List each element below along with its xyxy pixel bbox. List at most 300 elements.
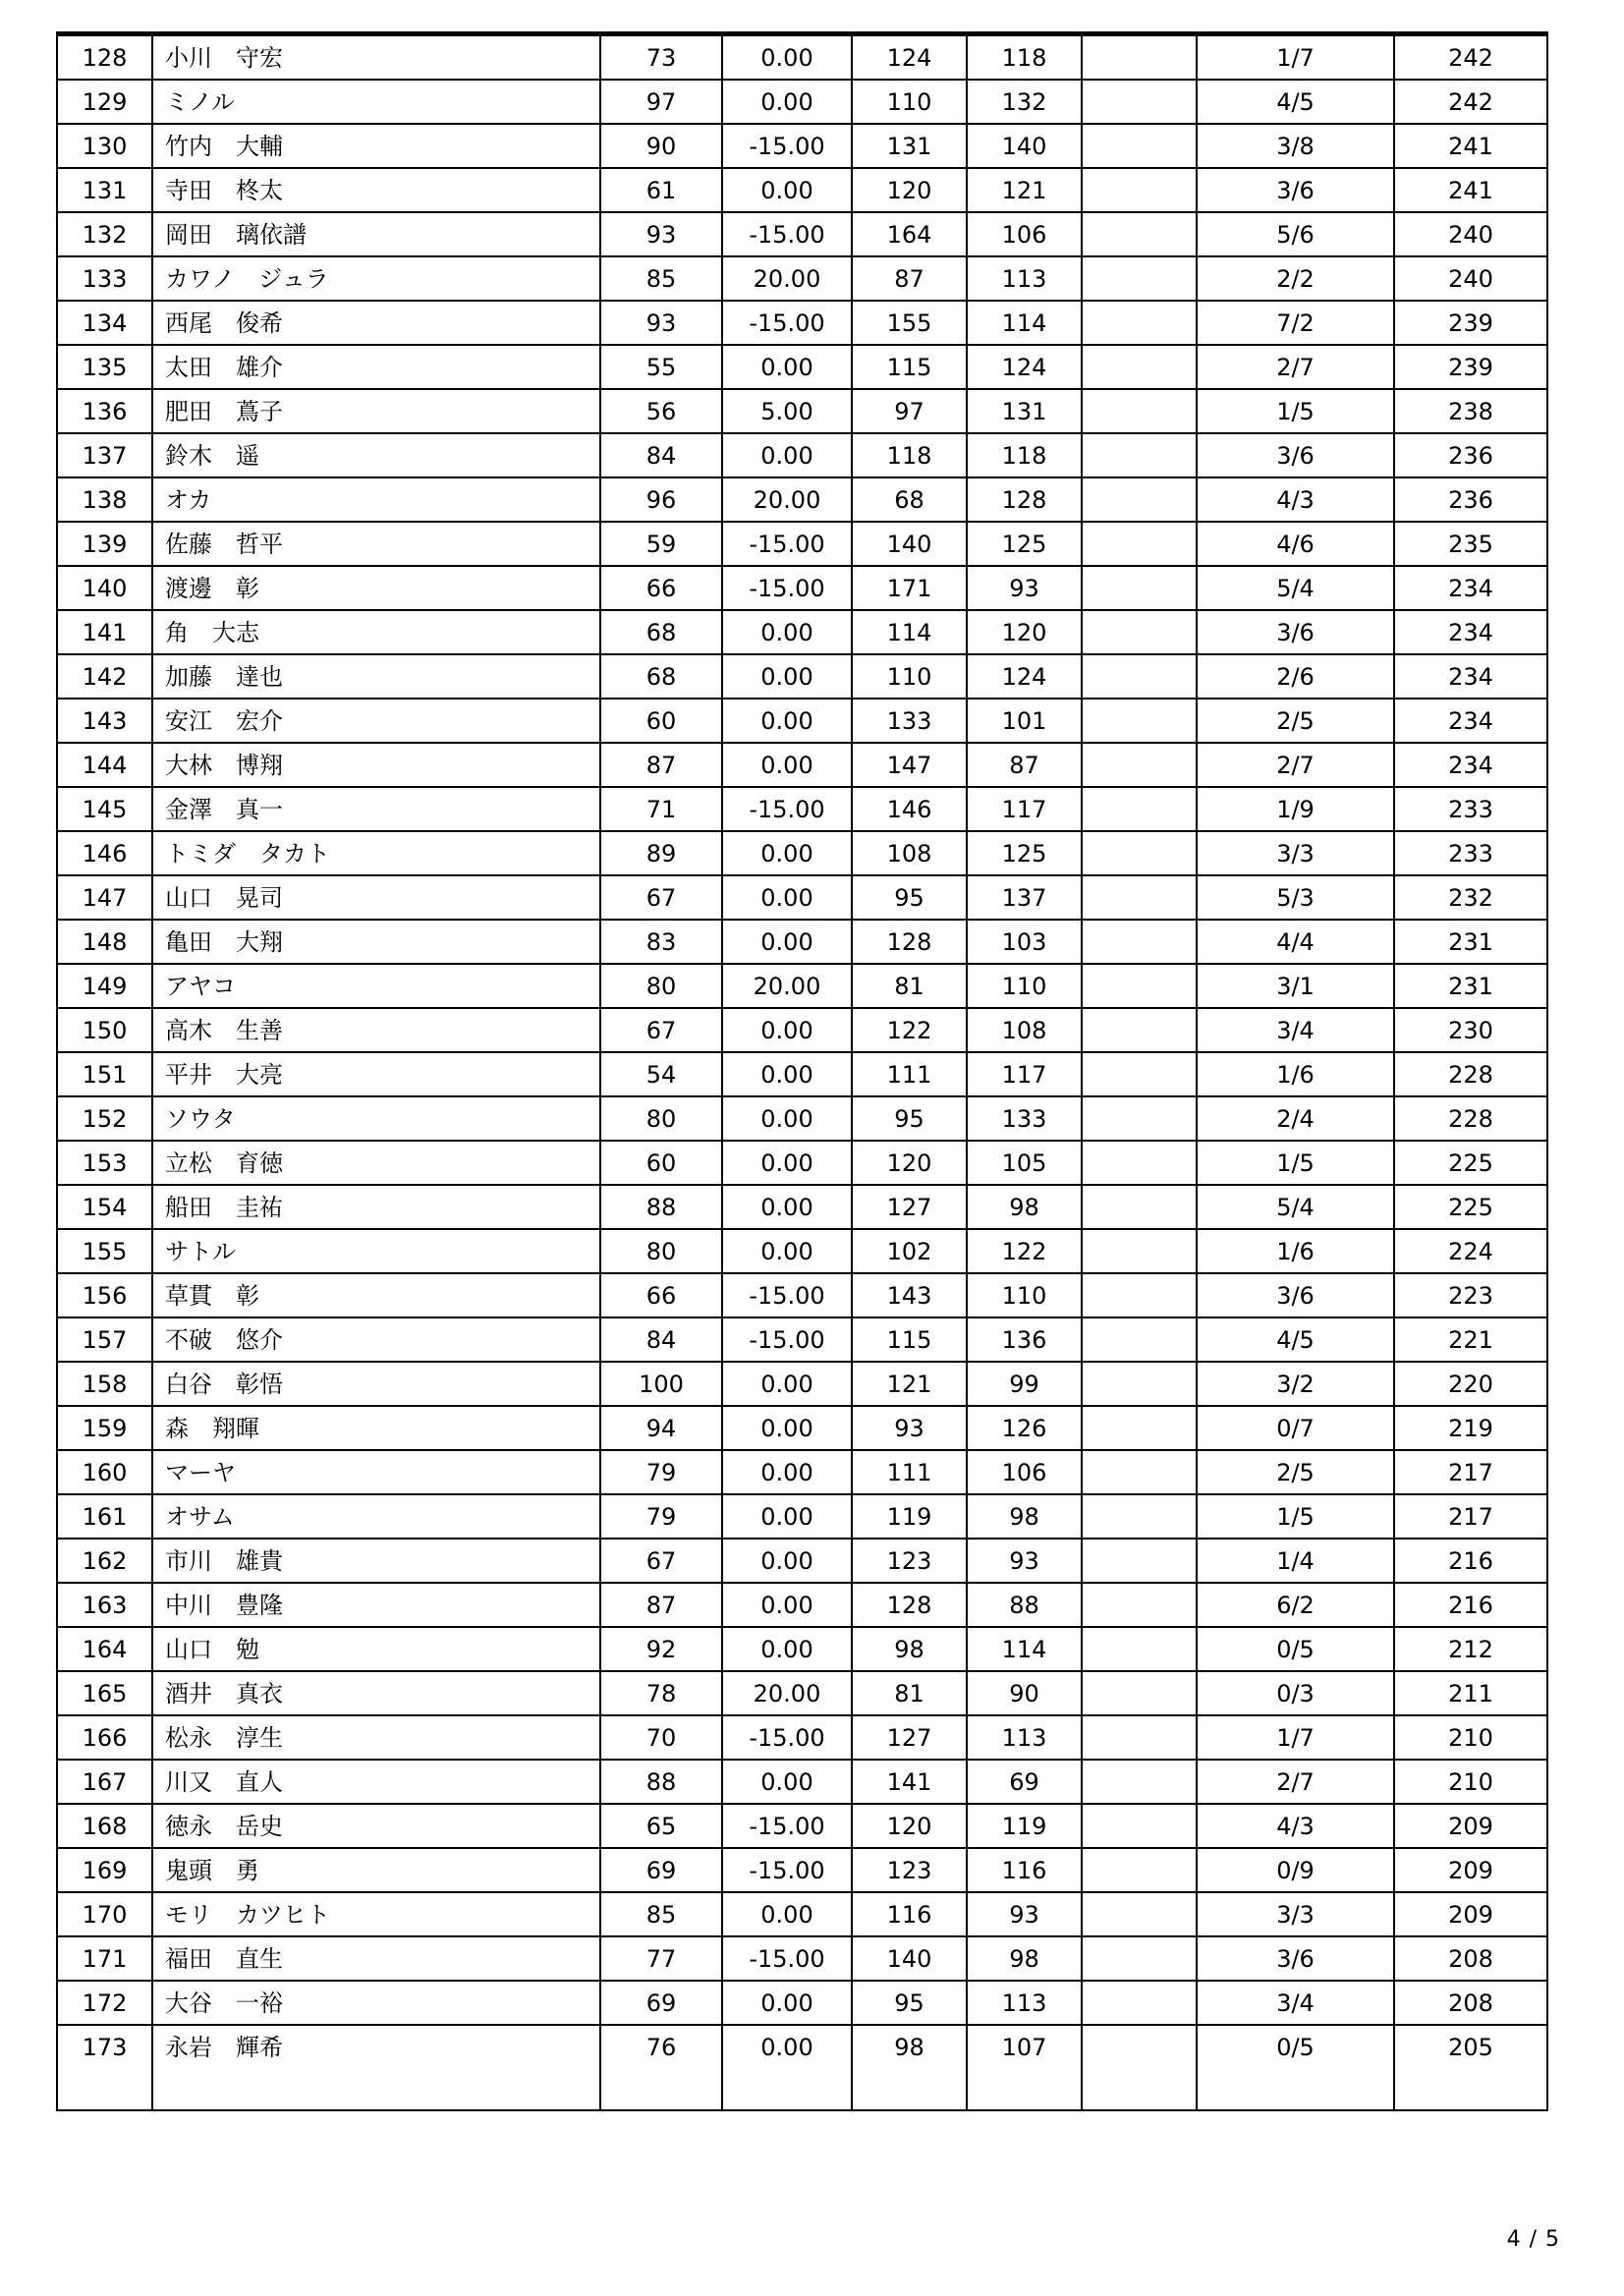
value-cell: 95 (852, 1981, 967, 2025)
blank-cell (1082, 920, 1197, 964)
rank-cell: 169 (57, 1848, 152, 1892)
rank-cell: 142 (57, 654, 152, 699)
ratio-cell: 4/3 (1197, 1804, 1394, 1848)
value-cell: 107 (967, 2025, 1082, 2068)
total-cell: 209 (1394, 1804, 1547, 1848)
name-cell: 大谷 一裕 (152, 1981, 600, 2025)
total-cell: 240 (1394, 256, 1547, 301)
value-cell: 85 (600, 256, 722, 301)
adjust-cell: 0.00 (722, 1627, 852, 1671)
ratio-cell: 3/6 (1197, 433, 1394, 477)
ratio-cell: 6/2 (1197, 1583, 1394, 1627)
value-cell: 70 (600, 1715, 722, 1760)
total-cell: 216 (1394, 1583, 1547, 1627)
value-cell: 79 (600, 1494, 722, 1539)
value-cell: 89 (600, 831, 722, 875)
total-cell: 233 (1394, 831, 1547, 875)
name-cell: 酒井 真衣 (152, 1671, 600, 1715)
table-row (57, 964, 1547, 1008)
value-cell: 93 (967, 1892, 1082, 1936)
blank-cell (1082, 1627, 1197, 1671)
ratio-cell: 1/4 (1197, 1539, 1394, 1583)
ratio-cell: 5/4 (1197, 1185, 1394, 1229)
rank-cell: 154 (57, 1185, 152, 1229)
blank-cell (1082, 1317, 1197, 1362)
adjust-cell: 0.00 (722, 80, 852, 124)
empty-cell (1197, 2068, 1394, 2110)
adjust-cell: 0.00 (722, 433, 852, 477)
rank-cell: 171 (57, 1936, 152, 1981)
name-cell: 徳永 岳史 (152, 1804, 600, 1848)
rank-cell: 152 (57, 1096, 152, 1141)
rank-cell: 150 (57, 1008, 152, 1052)
ratio-cell: 1/9 (1197, 787, 1394, 831)
total-cell: 230 (1394, 1008, 1547, 1052)
name-cell: 立松 育徳 (152, 1141, 600, 1185)
table-row (57, 1804, 1547, 1848)
name-cell: 角 大志 (152, 610, 600, 654)
name-cell: 佐藤 哲平 (152, 522, 600, 566)
adjust-cell: -15.00 (722, 566, 852, 610)
blank-cell (1082, 1008, 1197, 1052)
value-cell: 118 (967, 34, 1082, 81)
empty-cell (57, 2068, 152, 2110)
rank-cell: 147 (57, 875, 152, 920)
table-row (57, 80, 1547, 124)
table-row (57, 1362, 1547, 1406)
blank-cell (1082, 566, 1197, 610)
value-cell: 110 (852, 654, 967, 699)
value-cell: 59 (600, 522, 722, 566)
value-cell: 140 (852, 522, 967, 566)
ratio-cell: 3/2 (1197, 1362, 1394, 1406)
total-cell: 212 (1394, 1627, 1547, 1671)
name-cell: 平井 大亮 (152, 1052, 600, 1096)
adjust-cell: 0.00 (722, 1406, 852, 1450)
ratio-cell: 3/4 (1197, 1008, 1394, 1052)
blank-cell (1082, 1494, 1197, 1539)
table-row (57, 1052, 1547, 1096)
value-cell: 108 (852, 831, 967, 875)
table-row (57, 1317, 1547, 1362)
ratio-cell: 1/5 (1197, 1141, 1394, 1185)
value-cell: 95 (852, 1096, 967, 1141)
name-cell: オカ (152, 477, 600, 522)
value-cell: 155 (852, 301, 967, 345)
name-cell: 金澤 真一 (152, 787, 600, 831)
value-cell: 98 (967, 1494, 1082, 1539)
value-cell: 128 (967, 477, 1082, 522)
value-cell: 103 (967, 920, 1082, 964)
adjust-cell: 5.00 (722, 389, 852, 433)
adjust-cell: 0.00 (722, 1892, 852, 1936)
name-cell: 市川 雄貴 (152, 1539, 600, 1583)
name-cell: 亀田 大翔 (152, 920, 600, 964)
table-row (57, 389, 1547, 433)
value-cell: 80 (600, 964, 722, 1008)
value-cell: 88 (600, 1185, 722, 1229)
value-cell: 68 (852, 477, 967, 522)
value-cell: 85 (600, 1892, 722, 1936)
blank-cell (1082, 1892, 1197, 1936)
total-cell: 236 (1394, 477, 1547, 522)
value-cell: 124 (967, 654, 1082, 699)
value-cell: 77 (600, 1936, 722, 1981)
name-cell: 山口 勉 (152, 1627, 600, 1671)
ratio-cell: 1/7 (1197, 1715, 1394, 1760)
table-row (57, 1008, 1547, 1052)
blank-cell (1082, 212, 1197, 256)
value-cell: 61 (600, 168, 722, 212)
table-row (57, 477, 1547, 522)
ratio-cell: 4/5 (1197, 80, 1394, 124)
value-cell: 67 (600, 1539, 722, 1583)
table-row (57, 1273, 1547, 1317)
rank-cell: 156 (57, 1273, 152, 1317)
rank-cell: 170 (57, 1892, 152, 1936)
table-row (57, 1671, 1547, 1715)
ratio-cell: 3/1 (1197, 964, 1394, 1008)
total-cell: 234 (1394, 743, 1547, 787)
rank-cell: 167 (57, 1760, 152, 1804)
total-cell: 239 (1394, 301, 1547, 345)
rank-cell: 131 (57, 168, 152, 212)
value-cell: 147 (852, 743, 967, 787)
adjust-cell: 0.00 (722, 1052, 852, 1096)
blank-cell (1082, 168, 1197, 212)
value-cell: 102 (852, 1229, 967, 1273)
value-cell: 110 (967, 964, 1082, 1008)
empty-cell (722, 2068, 852, 2110)
total-cell: 242 (1394, 80, 1547, 124)
table-row (57, 522, 1547, 566)
table-row (57, 433, 1547, 477)
ratio-cell: 0/9 (1197, 1848, 1394, 1892)
name-cell: 森 翔暉 (152, 1406, 600, 1450)
rank-cell: 172 (57, 1981, 152, 2025)
value-cell: 140 (967, 124, 1082, 168)
table-row (57, 256, 1547, 301)
adjust-cell: 0.00 (722, 920, 852, 964)
value-cell: 128 (852, 920, 967, 964)
total-cell: 228 (1394, 1052, 1547, 1096)
rank-cell: 129 (57, 80, 152, 124)
value-cell: 125 (967, 522, 1082, 566)
value-cell: 98 (967, 1185, 1082, 1229)
blank-cell (1082, 1185, 1197, 1229)
table-row (57, 1627, 1547, 1671)
rank-cell: 153 (57, 1141, 152, 1185)
rank-cell: 173 (57, 2025, 152, 2068)
name-cell: 草貫 彰 (152, 1273, 600, 1317)
value-cell: 69 (600, 1848, 722, 1892)
value-cell: 56 (600, 389, 722, 433)
total-cell: 225 (1394, 1141, 1547, 1185)
adjust-cell: 20.00 (722, 477, 852, 522)
ratio-cell: 5/6 (1197, 212, 1394, 256)
rank-cell: 164 (57, 1627, 152, 1671)
name-cell: 西尾 俊希 (152, 301, 600, 345)
table-row (57, 1185, 1547, 1229)
name-cell: 大林 博翔 (152, 743, 600, 787)
name-cell: 不破 悠介 (152, 1317, 600, 1362)
empty-cell (1394, 2068, 1547, 2110)
results-table-body (57, 34, 1547, 2111)
adjust-cell: 0.00 (722, 1539, 852, 1583)
value-cell: 97 (852, 389, 967, 433)
blank-cell (1082, 1406, 1197, 1450)
value-cell: 96 (600, 477, 722, 522)
value-cell: 88 (967, 1583, 1082, 1627)
total-cell: 234 (1394, 699, 1547, 743)
value-cell: 100 (600, 1362, 722, 1406)
total-cell: 208 (1394, 1981, 1547, 2025)
ratio-cell: 4/5 (1197, 1317, 1394, 1362)
total-cell: 205 (1394, 2025, 1547, 2068)
total-cell: 232 (1394, 875, 1547, 920)
ratio-cell: 4/6 (1197, 522, 1394, 566)
blank-cell (1082, 1273, 1197, 1317)
adjust-cell: 0.00 (722, 654, 852, 699)
value-cell: 95 (852, 875, 967, 920)
value-cell: 140 (852, 1936, 967, 1981)
total-cell: 235 (1394, 522, 1547, 566)
value-cell: 121 (967, 168, 1082, 212)
table-row (57, 1981, 1547, 2025)
ratio-cell: 3/3 (1197, 831, 1394, 875)
name-cell: 竹内 大輔 (152, 124, 600, 168)
ratio-cell: 2/7 (1197, 345, 1394, 389)
table-row (57, 1715, 1547, 1760)
value-cell: 124 (967, 345, 1082, 389)
table-row (57, 920, 1547, 964)
name-cell: 肥田 蔦子 (152, 389, 600, 433)
rank-cell: 168 (57, 1804, 152, 1848)
value-cell: 90 (967, 1671, 1082, 1715)
adjust-cell: 0.00 (722, 831, 852, 875)
value-cell: 171 (852, 566, 967, 610)
name-cell: 寺田 柊太 (152, 168, 600, 212)
name-cell: 鬼頭 勇 (152, 1848, 600, 1892)
value-cell: 87 (967, 743, 1082, 787)
value-cell: 93 (852, 1406, 967, 1450)
value-cell: 119 (852, 1494, 967, 1539)
table-row (57, 1539, 1547, 1583)
ratio-cell: 3/6 (1197, 610, 1394, 654)
table-row (57, 1936, 1547, 1981)
adjust-cell: 0.00 (722, 1760, 852, 1804)
value-cell: 113 (967, 1715, 1082, 1760)
value-cell: 120 (852, 1804, 967, 1848)
value-cell: 84 (600, 433, 722, 477)
name-cell: 鈴木 遥 (152, 433, 600, 477)
blank-cell (1082, 124, 1197, 168)
table-row (57, 2025, 1547, 2068)
blank-cell (1082, 2025, 1197, 2068)
value-cell: 69 (600, 1981, 722, 2025)
adjust-cell: -15.00 (722, 1936, 852, 1981)
value-cell: 113 (967, 256, 1082, 301)
total-cell: 240 (1394, 212, 1547, 256)
value-cell: 97 (600, 80, 722, 124)
value-cell: 81 (852, 964, 967, 1008)
ratio-cell: 0/5 (1197, 2025, 1394, 2068)
name-cell: 加藤 達也 (152, 654, 600, 699)
value-cell: 93 (600, 212, 722, 256)
blank-cell (1082, 477, 1197, 522)
table-row (57, 787, 1547, 831)
rank-cell: 141 (57, 610, 152, 654)
table-row (57, 345, 1547, 389)
blank-cell (1082, 80, 1197, 124)
ratio-cell: 1/5 (1197, 389, 1394, 433)
rank-cell: 166 (57, 1715, 152, 1760)
total-cell: 217 (1394, 1450, 1547, 1494)
adjust-cell: 0.00 (722, 345, 852, 389)
name-cell: 山口 晃司 (152, 875, 600, 920)
rank-cell: 160 (57, 1450, 152, 1494)
total-cell: 217 (1394, 1494, 1547, 1539)
rank-cell: 149 (57, 964, 152, 1008)
name-cell: 永岩 輝希 (152, 2025, 600, 2068)
adjust-cell: -15.00 (722, 301, 852, 345)
rank-cell: 139 (57, 522, 152, 566)
value-cell: 114 (967, 1627, 1082, 1671)
ratio-cell: 0/5 (1197, 1627, 1394, 1671)
rank-cell: 140 (57, 566, 152, 610)
total-cell: 208 (1394, 1936, 1547, 1981)
value-cell: 60 (600, 699, 722, 743)
value-cell: 73 (600, 34, 722, 81)
blank-cell (1082, 1760, 1197, 1804)
blank-cell (1082, 1362, 1197, 1406)
value-cell: 81 (852, 1671, 967, 1715)
value-cell: 106 (967, 1450, 1082, 1494)
value-cell: 93 (600, 301, 722, 345)
value-cell: 66 (600, 566, 722, 610)
rank-cell: 163 (57, 1583, 152, 1627)
rank-cell: 136 (57, 389, 152, 433)
empty-cell (600, 2068, 722, 2110)
name-cell: マーヤ (152, 1450, 600, 1494)
table-row (57, 875, 1547, 920)
value-cell: 94 (600, 1406, 722, 1450)
adjust-cell: -15.00 (722, 124, 852, 168)
value-cell: 114 (852, 610, 967, 654)
adjust-cell: -15.00 (722, 1715, 852, 1760)
table-row (57, 610, 1547, 654)
value-cell: 137 (967, 875, 1082, 920)
rank-cell: 137 (57, 433, 152, 477)
empty-cell (152, 2068, 600, 2110)
value-cell: 65 (600, 1804, 722, 1848)
rank-cell: 165 (57, 1671, 152, 1715)
value-cell: 132 (967, 80, 1082, 124)
ratio-cell: 5/3 (1197, 875, 1394, 920)
table-row (57, 168, 1547, 212)
value-cell: 119 (967, 1804, 1082, 1848)
table-row (57, 1450, 1547, 1494)
table-row (57, 1760, 1547, 1804)
adjust-cell: 0.00 (722, 699, 852, 743)
total-cell: 239 (1394, 345, 1547, 389)
adjust-cell: -15.00 (722, 1273, 852, 1317)
value-cell: 114 (967, 301, 1082, 345)
value-cell: 116 (967, 1848, 1082, 1892)
blank-cell (1082, 1450, 1197, 1494)
ratio-cell: 2/4 (1197, 1096, 1394, 1141)
blank-cell (1082, 1981, 1197, 2025)
name-cell: オサム (152, 1494, 600, 1539)
table-row (57, 566, 1547, 610)
blank-cell (1082, 743, 1197, 787)
rank-cell: 130 (57, 124, 152, 168)
table-row (57, 1848, 1547, 1892)
total-cell: 231 (1394, 920, 1547, 964)
rank-cell: 146 (57, 831, 152, 875)
empty-cell (967, 2068, 1082, 2110)
table-row (57, 1096, 1547, 1141)
adjust-cell: -15.00 (722, 1848, 852, 1892)
value-cell: 80 (600, 1096, 722, 1141)
value-cell: 66 (600, 1273, 722, 1317)
total-cell: 221 (1394, 1317, 1547, 1362)
value-cell: 79 (600, 1450, 722, 1494)
name-cell: サトル (152, 1229, 600, 1273)
adjust-cell: 0.00 (722, 1141, 852, 1185)
name-cell: 渡邊 彰 (152, 566, 600, 610)
total-cell: 210 (1394, 1760, 1547, 1804)
name-cell: 福田 直生 (152, 1936, 600, 1981)
value-cell: 133 (852, 699, 967, 743)
empty-cell (1082, 2068, 1197, 2110)
adjust-cell: 20.00 (722, 964, 852, 1008)
name-cell: 松永 淳生 (152, 1715, 600, 1760)
blank-cell (1082, 1229, 1197, 1273)
blank-cell (1082, 1096, 1197, 1141)
value-cell: 131 (967, 389, 1082, 433)
name-cell: アヤコ (152, 964, 600, 1008)
table-row (57, 743, 1547, 787)
value-cell: 88 (600, 1760, 722, 1804)
total-cell: 241 (1394, 168, 1547, 212)
value-cell: 98 (967, 1936, 1082, 1981)
blank-cell (1082, 654, 1197, 699)
blank-cell (1082, 787, 1197, 831)
rank-cell: 143 (57, 699, 152, 743)
value-cell: 68 (600, 654, 722, 699)
blank-cell (1082, 1715, 1197, 1760)
table-row (57, 34, 1547, 81)
blank-cell (1082, 1804, 1197, 1848)
ratio-cell: 3/6 (1197, 168, 1394, 212)
rank-cell: 155 (57, 1229, 152, 1273)
value-cell: 120 (852, 1141, 967, 1185)
blank-cell (1082, 1052, 1197, 1096)
value-cell: 90 (600, 124, 722, 168)
total-cell: 209 (1394, 1848, 1547, 1892)
rank-cell: 158 (57, 1362, 152, 1406)
ratio-cell: 1/6 (1197, 1229, 1394, 1273)
name-cell: 安江 宏介 (152, 699, 600, 743)
ratio-cell: 2/7 (1197, 1760, 1394, 1804)
blank-cell (1082, 522, 1197, 566)
value-cell: 67 (600, 875, 722, 920)
adjust-cell: -15.00 (722, 212, 852, 256)
adjust-cell: 0.00 (722, 1494, 852, 1539)
ratio-cell: 1/6 (1197, 1052, 1394, 1096)
blank-cell (1082, 256, 1197, 301)
